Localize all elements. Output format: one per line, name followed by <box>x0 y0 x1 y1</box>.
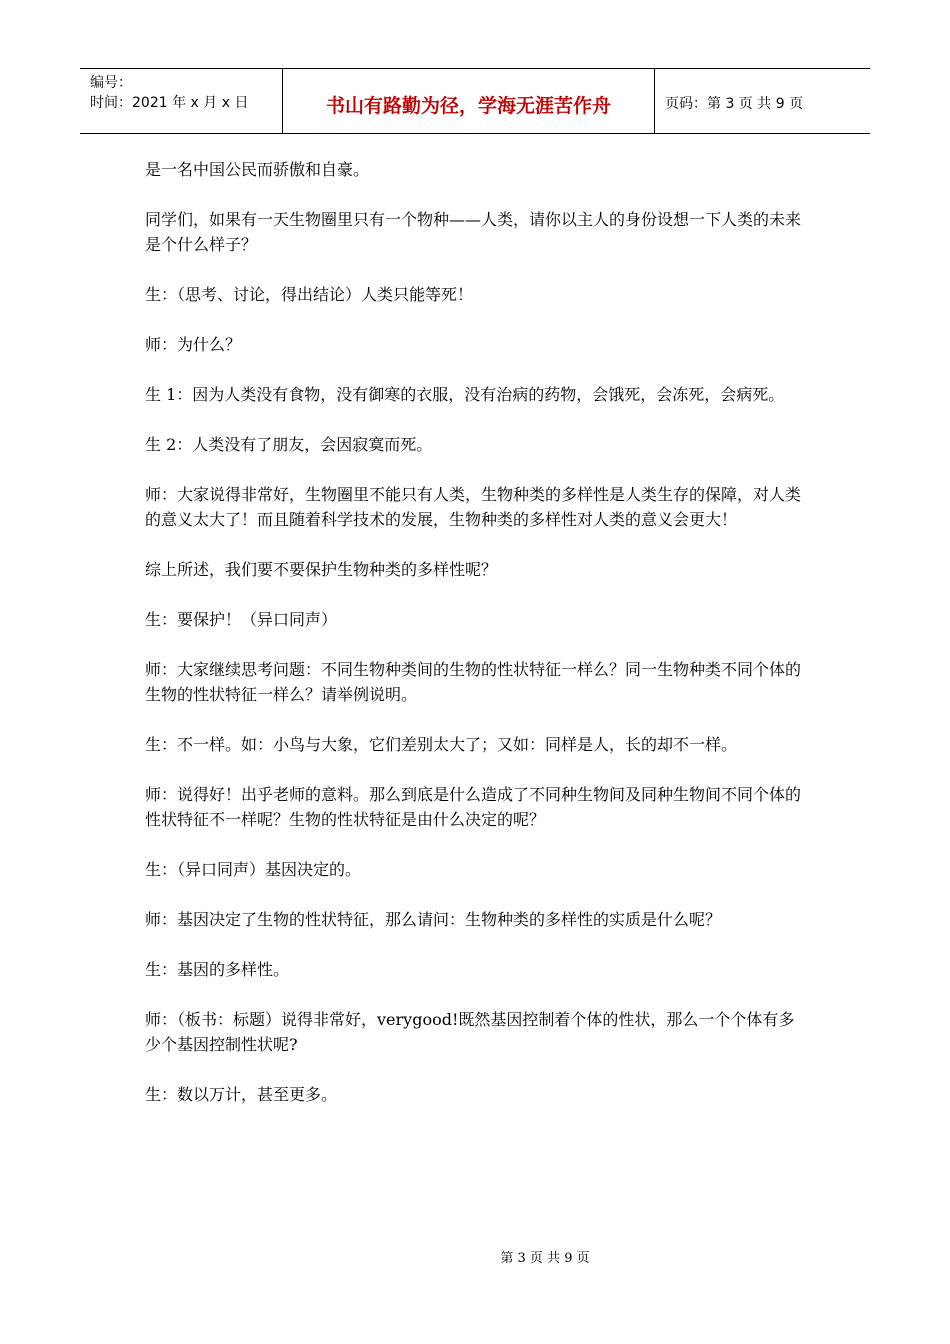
page-header <box>80 68 870 134</box>
paragraph: 生：（思考、讨论，得出结论）人类只能等死！ <box>145 285 474 304</box>
paragraph: 生：要保护！（异口同声） <box>145 610 338 629</box>
paragraph: 生：基因的多样性。 <box>145 960 290 979</box>
paragraph: 生：数以万计，甚至更多。 <box>145 1085 338 1104</box>
paragraph: 师：（板书：标题）说得非常好，verygood!既然基因控制着个体的性状，那么一个个体有多少个基因控制性状呢? <box>145 1010 795 1054</box>
paragraph: 师：基因决定了生物的性状特征，那么请问：生物种类的多样性的实质是什么呢？ <box>145 910 722 929</box>
paragraph: 综上所述，我们要不要保护生物种类的多样性呢？ <box>145 560 498 579</box>
document-date: 时间：2021 年 x 月 x 日 <box>90 95 249 111</box>
header-motto: 书山有路勤为径，学海无涯苦作舟 <box>283 69 655 133</box>
document-body <box>145 157 810 1132</box>
paragraph: 生 2：人类没有了朋友，会因寂寞而死。 <box>145 435 433 454</box>
paragraph: 生 1：因为人类没有食物，没有御寒的衣服，没有治病的药物，会饿死，会冻死，会病死。 <box>145 385 785 404</box>
page-footer: 第 3 页 共 9 页 <box>500 1251 590 1266</box>
paragraph: 师：说得好！出乎老师的意料。那么到底是什么造成了不同种生物间及同种生物间不同个体的性状特征不一样呢？生物的性状特征是由什么决定的呢？ <box>145 785 802 829</box>
paragraph: 同学们，如果有一天生物圈里只有一个物种——人类，请你以主人的身份设想一下人类的未来是个什么样子？ <box>145 210 802 254</box>
paragraph: 师：为什么？ <box>145 335 242 354</box>
paragraph: 是一名中国公民而骄傲和自豪。 <box>145 160 370 179</box>
paragraph: 师：大家说得非常好，生物圈里不能只有人类，生物种类的多样性是人类生存的保障，对人类的意义太大了！而且随着科学技术的发展，生物种类的多样性对人类的意义会更大！ <box>145 485 802 529</box>
header-meta <box>80 69 283 133</box>
header-page-info: 页码：第 3 页 共 9 页 <box>665 96 804 112</box>
paragraph: 生：（异口同声）基因决定的。 <box>145 860 362 879</box>
document-number-label: 编号： <box>90 75 132 91</box>
paragraph: 生：不一样。如：小鸟与大象，它们差别太大了；又如：同样是人，长的却不一样。 <box>145 735 738 754</box>
paragraph: 师：大家继续思考问题：不同生物种类间的生物的性状特征一样么？同一生物种类不同个体的生物的性状特征一样么？请举例说明。 <box>145 660 802 704</box>
